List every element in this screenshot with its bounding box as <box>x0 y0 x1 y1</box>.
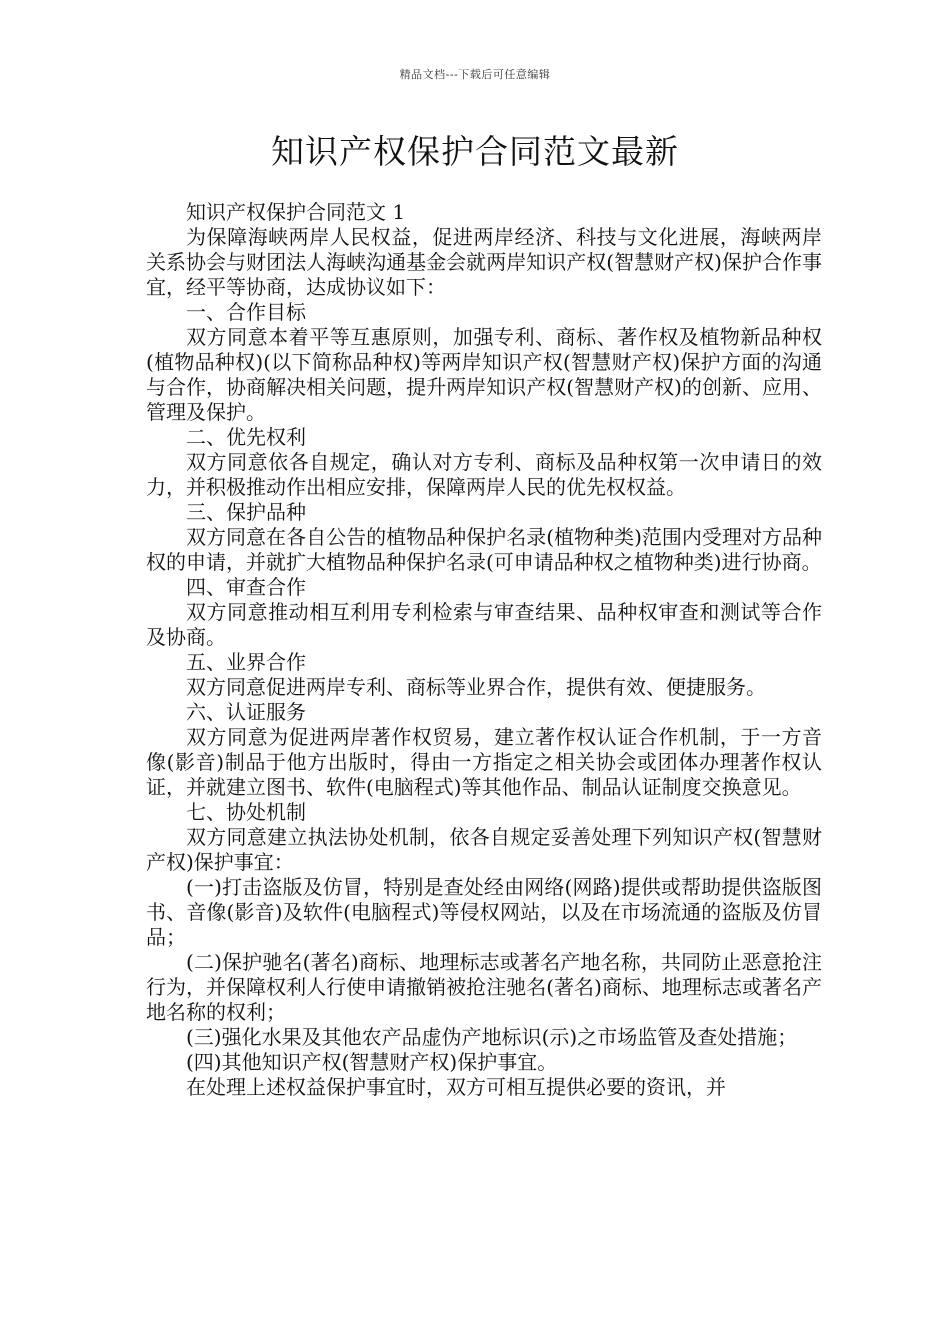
section-heading-5: 五、业界合作 <box>186 650 306 674</box>
section-heading-1: 一、合作目标 <box>186 300 306 324</box>
paragraph-subtitle: 知识产权保护合同范文 1 <box>186 200 406 224</box>
section-heading-3: 三、保护品种 <box>186 500 306 524</box>
header-note: 精品文档---下载后可任意编辑 <box>399 68 551 81</box>
list-item: (二)保护驰名(著名)商标、地理标志或著名产地名称，共同防止恶意抢注行为，并保障权利人行使申请撤销被抢注驰名(著名)商标、地理标志或著名产地名称的权利； <box>146 950 822 1024</box>
paragraph: 双方同意依各自规定，确认对方专利、商标及品种权第一次申请日的效力，并积极推动作出相应安排，保障两岸人民的优先权权益。 <box>146 450 822 499</box>
list-item: (三)强化水果及其他农产品虚伪产地标识(示)之市场监管及查处措施； <box>186 1025 798 1049</box>
document-body <box>146 200 822 1100</box>
list-item: (一)打击盗版及仿冒，特别是查处经由网络(网路)提供或帮助提供盗版图书、音像(影音)及软件(电脑程式)等侵权网站，以及在市场流通的盗版及仿冒品； <box>146 875 822 949</box>
section-heading-7: 七、协处机制 <box>186 800 306 824</box>
paragraph: 双方同意推动相互利用专利检索与审查结果、品种权审查和测试等合作及协商。 <box>146 600 822 649</box>
section-heading-6: 六、认证服务 <box>186 700 306 724</box>
paragraph: 双方同意促进两岸专利、商标等业界合作，提供有效、便捷服务。 <box>186 675 766 699</box>
paragraph: 双方同意在各自公告的植物品种保护名录(植物种类)范围内受理对方品种权的申请，并就扩大植物品种保护名录(可申请品种权之植物种类)进行协商。 <box>146 525 822 574</box>
paragraph-preamble: 为保障海峡两岸人民权益，促进两岸经济、科技与文化进展，海峡两岸关系协会与财团法人海峡沟通基金会就两岸知识产权(智慧财产权)保护合作事宜，经平等协商，达成协议如下： <box>146 225 822 299</box>
paragraph: 双方同意建立执法协处机制，依各自规定妥善处理下列知识产权(智慧财产权)保护事宜： <box>146 825 822 874</box>
paragraph: 双方同意本着平等互惠原则，加强专利、商标、著作权及植物新品种权(植物品种权)(以下简称品种权)等两岸知识产权(智慧财产权)保护方面的沟通与合作，协商解决相关问题，提升两岸知识产权(智慧财产权)的创新、应用、管理及保护。 <box>146 325 822 424</box>
section-heading-2: 二、优先权利 <box>186 425 306 449</box>
paragraph: 在处理上述权益保护事宜时，双方可相互提供必要的资讯，并 <box>186 1075 726 1099</box>
list-item: (四)其他知识产权(智慧财产权)保护事宜。 <box>186 1050 558 1074</box>
section-heading-4: 四、审查合作 <box>186 575 306 599</box>
paragraph: 双方同意为促进两岸著作权贸易，建立著作权认证合作机制，于一方音像(影音)制品于他方出版时，得由一方指定之相关协会或团体办理著作权认证，并就建立图书、软件(电脑程式)等其他作品、制品认证制度交换意见。 <box>146 725 822 799</box>
document-title: 知识产权保护合同范文最新 <box>271 132 679 171</box>
